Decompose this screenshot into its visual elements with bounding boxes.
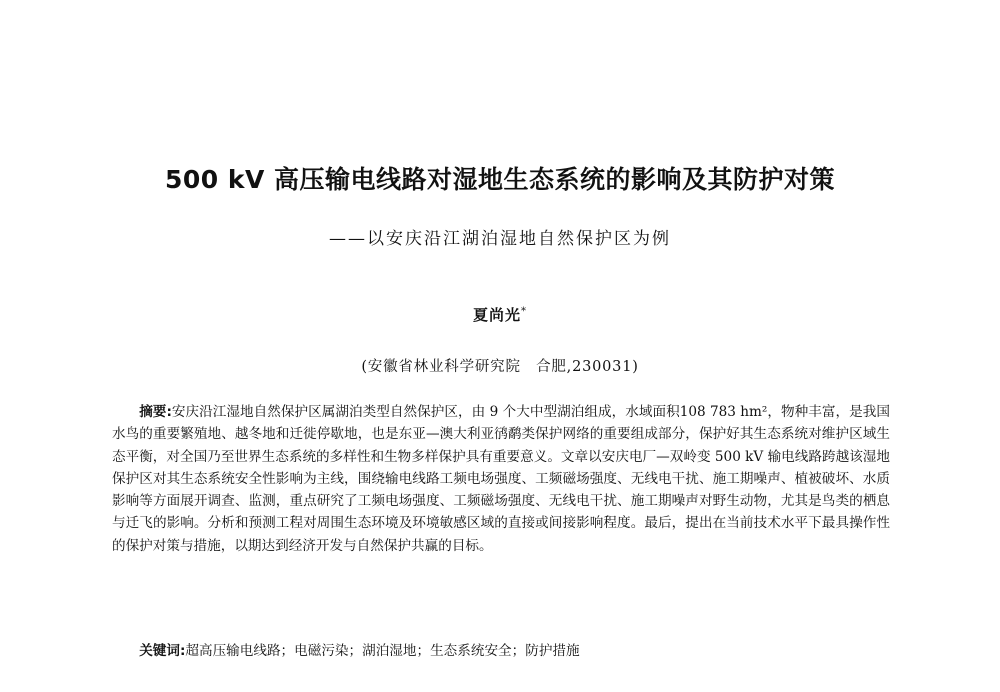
author-footnote-mark: * xyxy=(521,306,527,317)
keywords-line xyxy=(112,640,890,662)
abstract-paragraph xyxy=(112,401,890,557)
author-line xyxy=(0,304,1000,325)
paper-title: 500 kV 高压输电线路对湿地生态系统的影响及其防护对策 xyxy=(164,165,836,194)
keywords-label-colon: : xyxy=(179,643,186,659)
keywords-label: 关键词 xyxy=(139,643,180,659)
author-name: 夏尚光 xyxy=(472,306,521,324)
author-affiliation: (安徽省林业科学研究院 合肥,230031) xyxy=(361,359,639,375)
abstract-label-colon: : xyxy=(166,404,172,420)
abstract-label: 摘要 xyxy=(139,404,167,420)
abstract-text: 安庆沿江湿地自然保护区属湖泊类型自然保护区，由 9 个大中型湖泊组成，水域面积108 783 hm²，物种丰富，是我国水鸟的重要繁殖地、越冬地和迁徙停歇地，也是东亚—澳大利亚鸻鹬类保护网络的重要组成部分，保护好其生态系统对维护区域生态平衡，对全国乃至世界生态系统的多样性和生物多样保护具有重要意义。文章以安庆电厂—双岭变 500 kV 输电线路跨越该湿地保护区对其生态系统安全性影响为主线，围绕输电线路工频电场强度、工频磁场强度、无线电干扰、施工期噪声、植被破坏、水质影响等方面展开调查、监测，重点研究了工频电场强度、工频磁场强度、无线电干扰、施工期噪声对野生动物，尤其是鸟类的栖息与迁飞的影响。分析和预测工程对周围生态环境及环境敏感区域的直接或间接影响程度。最后，提出在当前技术水平下最具操作性的保护对策与措施，以期达到经济开发与自然保护共赢的目标。 xyxy=(112,404,890,554)
paper-subtitle: ——以安庆沿江湖泊湿地自然保护区为例 xyxy=(329,229,671,249)
keywords-text: 超高压输电线路；电磁污染；湖泊湿地；生态系统安全；防护措施 xyxy=(185,643,580,659)
